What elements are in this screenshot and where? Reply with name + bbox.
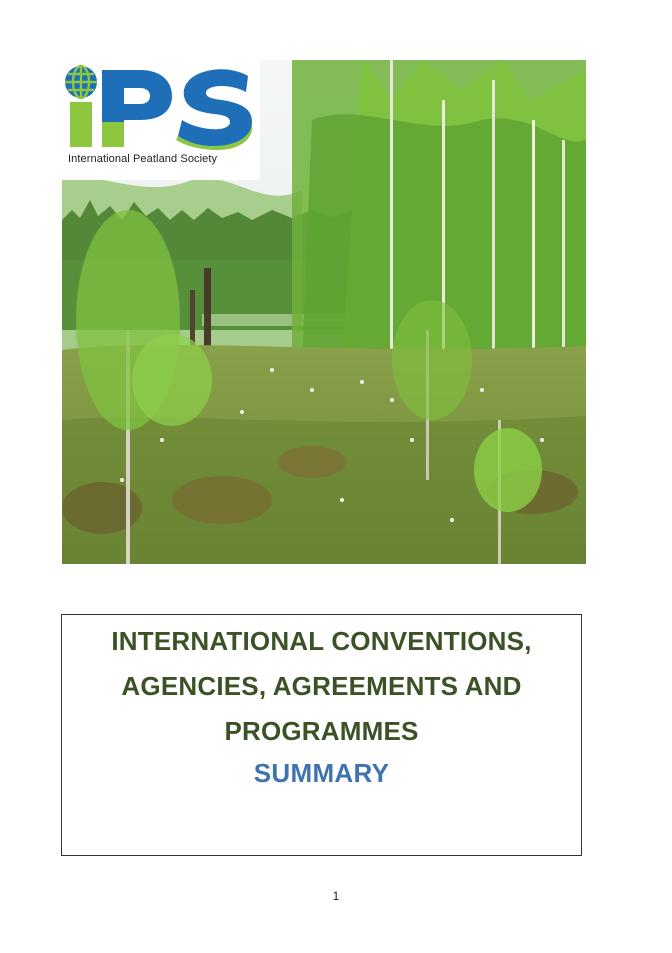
document-subtitle: SUMMARY [253, 758, 390, 788]
ips-logo [62, 60, 260, 180]
globe-icon [65, 66, 97, 98]
ips-wordmark-icon [62, 60, 260, 150]
title-line-2: AGENCIES, AGREEMENTS AND [121, 671, 522, 701]
page-number: 1 [332, 889, 340, 903]
title-line-1: INTERNATIONAL CONVENTIONS, [111, 626, 532, 656]
title-box [61, 614, 582, 856]
logo-caption: International Peatland Society [68, 153, 218, 165]
document-title [62, 619, 581, 754]
title-line-3: PROGRAMMES [224, 716, 419, 746]
